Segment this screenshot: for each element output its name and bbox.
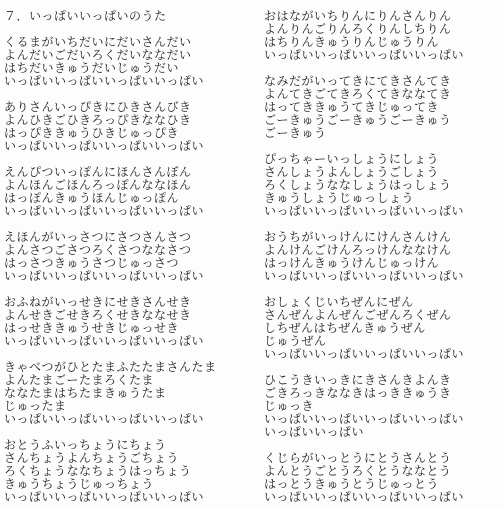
lyric-line: おふねがいっせきにせきさんせき (4, 295, 192, 309)
lyrics-column-left (4, 10, 244, 517)
lyric-line: よんひきごひきろっぴきななひき (4, 113, 192, 127)
stanza (4, 101, 244, 153)
stanza (4, 36, 244, 88)
lyric-line: ごきろっきななきはっききゅうき (264, 386, 452, 400)
lyric-line: はっぽんきゅうほんじゅっぽん (4, 191, 180, 205)
lyric-line: よんたまごーたまろくたま (4, 373, 155, 387)
lyric-line: いっぱいいっぱいいっぱいいっぱい (4, 412, 205, 426)
lyric-line: じゅっき (264, 399, 315, 413)
lyric-line: なみだがいってきにてきさんてき (264, 74, 452, 88)
lyric-line: よんけんごけんろっけんななけん (264, 243, 452, 257)
lyric-line: いっぱいいっぱいいっぱいいっぱい (4, 204, 205, 218)
lyric-line: いっぱいいっぱい (264, 425, 365, 439)
stanza (4, 231, 244, 283)
lyric-line: はっとうきゅうとうじゅっとう (264, 477, 440, 491)
lyric-line: はちだいきゅうだいじゅうだい (4, 61, 180, 75)
stanza (4, 439, 244, 504)
lyric-line: はちりんきゅうりんじゅうりん (264, 35, 440, 49)
lyric-line: はっせききゅうせきじゅっせき (4, 321, 180, 335)
stanza (4, 296, 244, 348)
lyric-line: いっぱいいっぱいいっぱいいっぱい (4, 490, 205, 504)
lyric-line: ななたまはちたまきゅうたま (4, 386, 167, 400)
lyric-line: いっぱいいっぱいいっぱいいっぱい (264, 204, 465, 218)
stanza (4, 361, 244, 426)
stanza (264, 231, 503, 283)
lyric-line: きゅうしょうじゅっしょう (264, 191, 415, 205)
lyric-line: さんしょうよんしょうごしょう (264, 165, 440, 179)
lyric-line: いっぱいいっぱいいっぱいいっぱい (4, 334, 205, 348)
lyric-line: はっぴききゅうひきじゅっぴき (4, 126, 180, 140)
lyric-line: よんほんごほんろっぽんななほん (4, 178, 192, 192)
lyric-line: さんぜんよんぜんごぜんろくぜん (264, 308, 452, 322)
lyric-line: きゅうちょうじゅっちょう (4, 477, 155, 491)
lyric-line: じゅったま (4, 399, 67, 413)
lyric-line: よんせきごせきろくせきななせき (4, 308, 192, 322)
lyrics-column-right (264, 10, 503, 517)
lyric-line: えんぴついっぽんにほんさんぼん (4, 165, 192, 179)
lyric-line: はってききゅうてきじゅってき (264, 100, 440, 114)
stanza (264, 374, 503, 439)
stanza (264, 75, 503, 140)
lyric-line: さんちょうよんちょうごちょう (4, 451, 180, 465)
lyric-line: いっぱいいっぱいいっぱいいっぱい (4, 74, 205, 88)
lyric-line: ありさんいっぴきにひきさんびき (4, 100, 192, 114)
lyric-line: いっぱいいっぱいいっぱいいっぱい (264, 347, 465, 361)
lyric-line: おしょくじいちぜんにぜん (264, 295, 414, 309)
lyric-line: えほんがいっさつにさつさんさつ (4, 230, 192, 244)
lyric-line: よんりんごりんろくりんしちりん (264, 22, 452, 36)
lyric-line: おうちがいっけんにけんさんけん (264, 230, 452, 244)
stanza (264, 452, 503, 504)
lyric-line: しちぜんはちぜんきゅうぜん (264, 321, 426, 335)
stanza (4, 166, 244, 218)
lyric-line: くじらがいっとうにとうさんとう (264, 451, 452, 465)
lyric-line: ろくちょうななちょうはっちょう (4, 464, 192, 478)
lyric-line: よんさつごさつろくさつななさつ (4, 243, 192, 257)
lyric-line: よんてきごてきろくてきななてき (264, 87, 452, 101)
lyric-line: よんだいごだいろくだいななだい (4, 48, 192, 62)
stanza (264, 10, 503, 62)
lyric-line: ぴっちゃーいっしょうにしょう (264, 152, 440, 166)
lyric-line: はっさつきゅうさつじゅっさつ (4, 256, 180, 270)
lyric-line: いっぱいいっぱいいっぱいいっぱい (264, 48, 465, 62)
lyric-line: きゃべつがひとたまふたたまさんたま (4, 360, 217, 374)
lyric-line: いっぱいいっぱいいっぱいいっぱい (264, 269, 465, 283)
lyric-line: よんとうごとうろくとうななとう (264, 464, 452, 478)
lyric-line: じゅうぜん (264, 334, 327, 348)
lyric-line: はっけんきゅうけんじゅっけん (264, 256, 440, 270)
lyric-line: ひこうきいっきにきさんきよんき (264, 373, 452, 387)
lyric-line: くるまがいちだいにだいさんだい (4, 35, 192, 49)
lyric-line: いっぱいいっぱいいっぱいいっぱい (264, 490, 465, 504)
lyric-line: ごーきゅう (264, 126, 327, 140)
stanza (264, 153, 503, 218)
lyric-line: おとうふいっちょうにちょう (4, 438, 167, 452)
stanza (264, 296, 503, 361)
song-title: ７．いっぱいいっぱいのうた (4, 9, 167, 23)
lyric-line: いっぱいいっぱいいっぱいいっぱい (4, 139, 205, 153)
lyric-line: いっぱいいっぱいいっぱいいっぱい (4, 269, 205, 283)
lyric-line: いっぱいいっぱいいっぱいいっぱい (264, 412, 465, 426)
lyric-line: ごーきゅうごーきゅうごーきゅう (264, 113, 452, 127)
lyric-line: おはながいちりんにりんさんりん (264, 9, 452, 23)
lyric-line: ろくしょうななしょうはっしょう (264, 178, 452, 192)
